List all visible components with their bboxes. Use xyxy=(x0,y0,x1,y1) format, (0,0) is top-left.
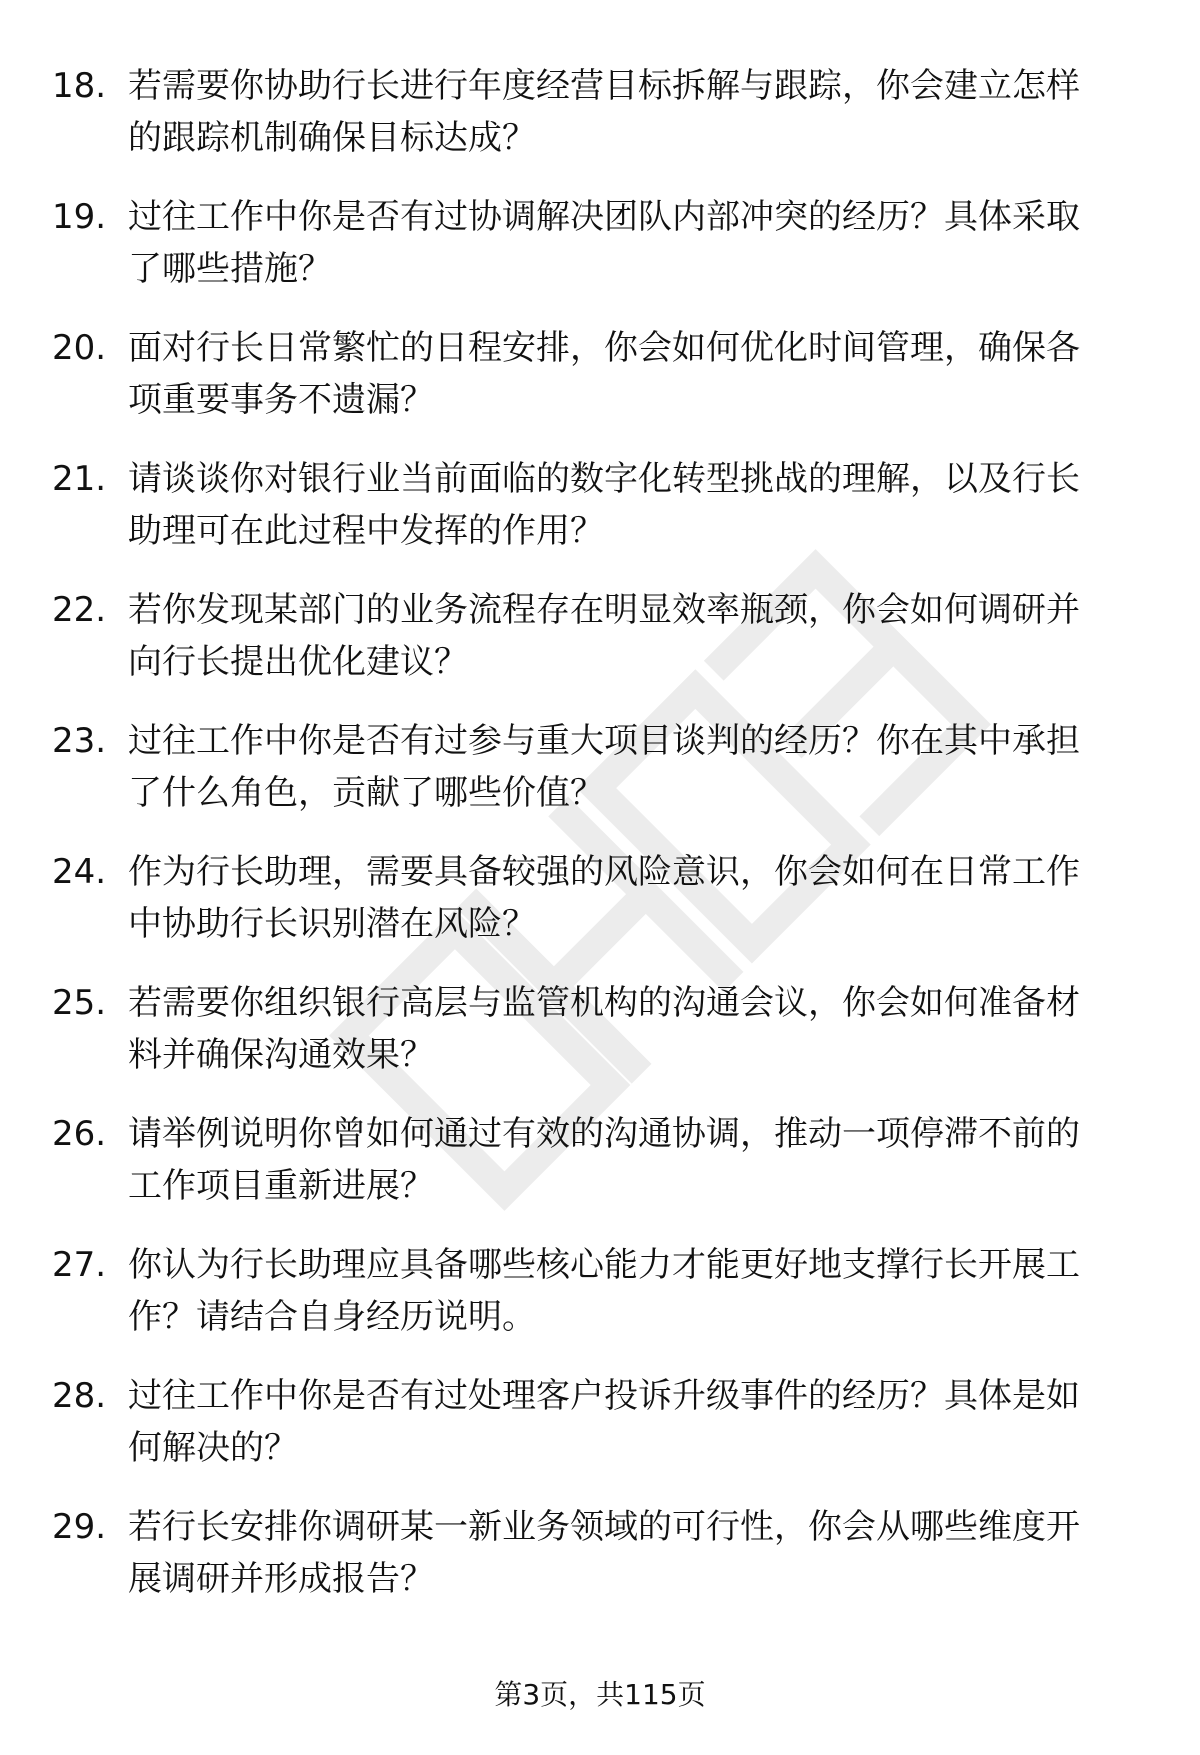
question-number: 23. xyxy=(52,721,107,761)
question-text xyxy=(128,60,1138,164)
question-line: 若你发现某部门的业务流程存在明显效率瓶颈，你会如何调研并 xyxy=(128,590,1080,630)
question-item xyxy=(0,977,1200,1108)
question-line: 中协助行长识别潜在风险？ xyxy=(128,904,536,944)
question-text xyxy=(128,1370,1138,1474)
question-line: 的跟踪机制确保目标达成？ xyxy=(128,118,536,158)
page-footer: 第3页，共115页 xyxy=(494,1678,706,1711)
question-text xyxy=(128,453,1138,557)
question-number: 28. xyxy=(52,1376,107,1416)
question-item xyxy=(0,1501,1200,1632)
question-text xyxy=(128,977,1138,1081)
question-line: 展调研并形成报告？ xyxy=(128,1559,434,1599)
question-number: 27. xyxy=(52,1245,107,1285)
question-number: 29. xyxy=(52,1507,107,1547)
question-line: 项重要事务不遗漏？ xyxy=(128,380,434,420)
question-line: 何解决的？ xyxy=(128,1428,298,1468)
question-text xyxy=(128,715,1138,819)
question-item xyxy=(0,715,1200,846)
question-text xyxy=(128,191,1138,295)
question-line: 过往工作中你是否有过协调解决团队内部冲突的经历？具体采取 xyxy=(128,197,1080,237)
question-text xyxy=(128,1501,1138,1605)
question-number: 25. xyxy=(52,983,107,1023)
question-item xyxy=(0,1239,1200,1370)
question-text xyxy=(128,1239,1138,1343)
question-line: 工作项目重新进展？ xyxy=(128,1166,434,1206)
question-line: 助理可在此过程中发挥的作用？ xyxy=(128,511,604,551)
question-number: 21. xyxy=(52,459,107,499)
question-item xyxy=(0,453,1200,584)
question-item xyxy=(0,191,1200,322)
question-item xyxy=(0,60,1200,191)
question-line: 向行长提出优化建议？ xyxy=(128,642,468,682)
question-line: 了什么角色，贡献了哪些价值？ xyxy=(128,773,604,813)
question-line: 请谈谈你对银行业当前面临的数字化转型挑战的理解，以及行长 xyxy=(128,459,1080,499)
question-number: 22. xyxy=(52,590,107,630)
question-line: 过往工作中你是否有过参与重大项目谈判的经历？你在其中承担 xyxy=(128,721,1080,761)
question-line: 作？请结合自身经历说明。 xyxy=(128,1297,536,1337)
question-item xyxy=(0,584,1200,715)
question-list xyxy=(0,60,1200,1632)
question-text xyxy=(128,322,1138,426)
question-item xyxy=(0,322,1200,453)
question-line: 料并确保沟通效果？ xyxy=(128,1035,434,1075)
question-line: 了哪些措施？ xyxy=(128,249,332,289)
question-line: 若需要你协助行长进行年度经营目标拆解与跟踪，你会建立怎样 xyxy=(128,66,1080,106)
question-text xyxy=(128,584,1138,688)
question-line: 作为行长助理，需要具备较强的风险意识，你会如何在日常工作 xyxy=(128,852,1080,892)
question-number: 26. xyxy=(52,1114,107,1154)
question-line: 面对行长日常繁忙的日程安排，你会如何优化时间管理，确保各 xyxy=(128,328,1080,368)
question-line: 请举例说明你曾如何通过有效的沟通协调，推动一项停滞不前的 xyxy=(128,1114,1080,1154)
question-number: 24. xyxy=(52,852,107,892)
question-number: 20. xyxy=(52,328,107,368)
question-item xyxy=(0,846,1200,977)
question-line: 若需要你组织银行高层与监管机构的沟通会议，你会如何准备材 xyxy=(128,983,1080,1023)
question-number: 19. xyxy=(52,197,107,237)
question-line: 你认为行长助理应具备哪些核心能力才能更好地支撑行长开展工 xyxy=(128,1245,1080,1285)
question-item xyxy=(0,1370,1200,1501)
question-text xyxy=(128,1108,1138,1212)
question-line: 若行长安排你调研某一新业务领域的可行性，你会从哪些维度开 xyxy=(128,1507,1080,1547)
question-item xyxy=(0,1108,1200,1239)
question-number: 18. xyxy=(52,66,107,106)
question-line: 过往工作中你是否有过处理客户投诉升级事件的经历？具体是如 xyxy=(128,1376,1080,1416)
question-text xyxy=(128,846,1138,950)
